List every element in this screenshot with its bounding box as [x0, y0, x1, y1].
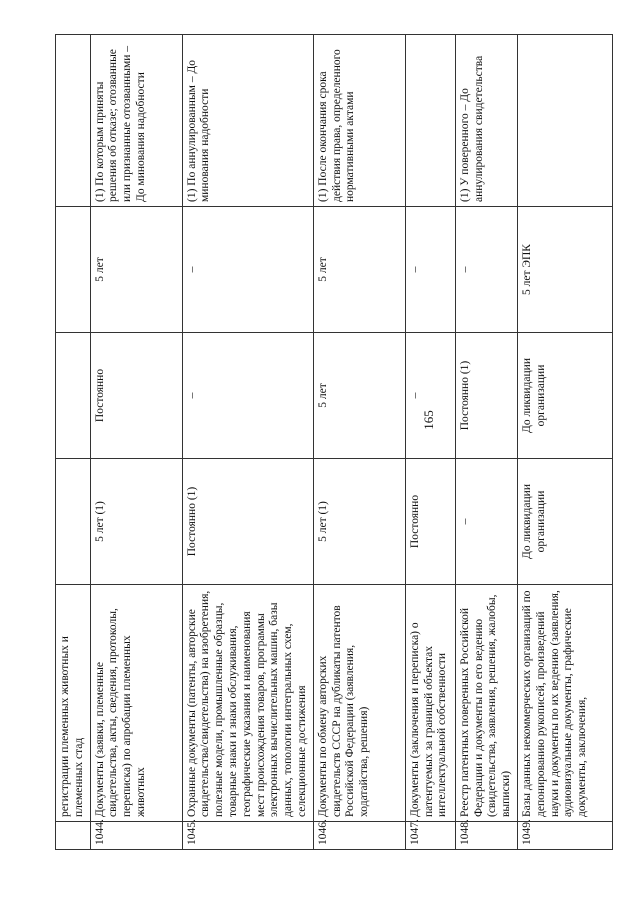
row-number: 1048. — [455, 822, 517, 850]
table-row — [182, 35, 313, 850]
row-note: (1) После окончания срока действия права, определенного нормативными актами — [313, 35, 405, 207]
row-note: (1) По аннулированным – До минования надобности — [182, 35, 313, 207]
retention-col2: Постоянно — [90, 333, 182, 459]
table-row — [90, 35, 182, 850]
document-title: Базы данных некоммерческих организаций по депонированию рукописей, произведений науки и документы по их ведению (заявления, аудиовизуальные документы, графические документы, заключения, — [517, 585, 612, 822]
retention-col3: – — [455, 207, 517, 333]
row-note — [405, 35, 455, 207]
retention-col3: – — [405, 207, 455, 333]
retention-col3: – — [182, 207, 313, 333]
table-row — [517, 35, 612, 850]
row-note: (1) По которым приняты решения об отказе; отозванные или признанные отозванными – До минования надобности — [90, 35, 182, 207]
retention-col2: Постоянно (1) — [455, 333, 517, 459]
retention-col1: До ликвидации организации — [517, 459, 612, 585]
retention-col3 — [56, 207, 91, 333]
retention-col2: 5 лет — [313, 333, 405, 459]
row-number: 1045. — [182, 822, 313, 850]
row-number — [56, 822, 91, 850]
retention-col1: 5 лет (1) — [313, 459, 405, 585]
table-row — [455, 35, 517, 850]
row-number: 1046. — [313, 822, 405, 850]
retention-col2: – — [182, 333, 313, 459]
document-title: Охранные документы (патенты, авторские свидетельства/свидетельства) на изобретения, полезные модели, промышленные образцы, товарные знаки и знаки обслуживания, географические указания и наименования мест происхождения товаров, программы электронных вычислительных машин, базы данных, топологии интегральных схем, селекционные достижения — [182, 585, 313, 822]
retention-table — [55, 34, 613, 850]
retention-col2: – — [405, 333, 455, 459]
retention-col1: – — [455, 459, 517, 585]
document-title: регистрации племенных животных и племенных стад — [56, 585, 91, 822]
retention-col1: 5 лет (1) — [90, 459, 182, 585]
table-row — [313, 35, 405, 850]
document-title: Документы по обмену авторских свидетельств СССР на дубликаты патентов Российской Федерации (заявления, ходатайства, решения) — [313, 585, 405, 822]
row-number: 1044. — [90, 822, 182, 850]
rotated-table-wrapper — [55, 35, 615, 850]
page-number: 165 — [421, 410, 436, 430]
retention-col1: Постоянно — [405, 459, 455, 585]
retention-col3: 5 лет — [313, 207, 405, 333]
table-row — [405, 35, 455, 850]
retention-col3: 5 лет ЭПК — [517, 207, 612, 333]
retention-col1 — [56, 459, 91, 585]
retention-col2 — [56, 333, 91, 459]
retention-col1: Постоянно (1) — [182, 459, 313, 585]
row-note — [56, 35, 91, 207]
document-title: Документы (заявки, племенные свидетельства, акты, сведения, протоколы, переписка) по апробации племенных животных — [90, 585, 182, 822]
row-note — [517, 35, 612, 207]
row-number: 1047. — [405, 822, 455, 850]
document-title: Документы (заключения и переписка) о патентуемых за границей объектах интеллектуальной собственности — [405, 585, 455, 822]
row-number: 1049. — [517, 822, 612, 850]
row-note: (1) У поверенного – До аннулирования свидетельства — [455, 35, 517, 207]
table-row — [56, 35, 91, 850]
retention-col2: До ликвидации организации — [517, 333, 612, 459]
retention-col3: 5 лет — [90, 207, 182, 333]
document-title: Реестр патентных поверенных Российской Федерации и документы по его ведению (свидетельства, заявления, решения, жалобы, выписки) — [455, 585, 517, 822]
